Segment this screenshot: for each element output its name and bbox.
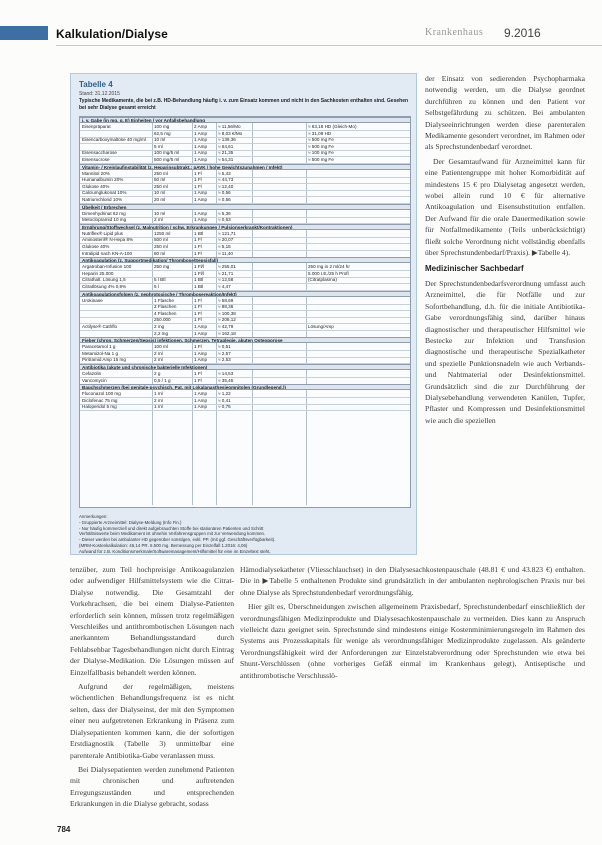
table-row <box>80 404 410 411</box>
table-cell: 1 Fl <box>194 344 202 350</box>
table-cell: 2 mg <box>154 324 165 329</box>
table-cell: 1 Fl <box>194 244 202 249</box>
table-cell: 250 mg in 2 ml/24 hr <box>308 264 350 270</box>
table-cell: 500 ml <box>154 237 168 243</box>
header-rule <box>56 45 602 46</box>
body-paragraph: Bei Dialysepatienten werden zunehmend Patienten mit chronischen und auftretenden Erregungszuständen und entsprechenden Erkrankungen in die Dialyse gebracht, sodass <box>70 764 234 809</box>
table-cell: 500 mg/5 ml <box>154 157 180 162</box>
table-cell: ≈ 58,69 <box>218 297 234 303</box>
table-cell: ≈ 11,40 <box>218 250 233 256</box>
table-cell: Urokinase <box>82 297 103 303</box>
table-cell: ≈ 500 mg Fe <box>308 143 334 149</box>
table-note-line: Verhältniswerte beim Medikament ist ohnehin Verfahrensgruppen mit zur Verwendung kommen. <box>79 531 266 537</box>
table-cell: ≈ 54,31 <box>218 157 234 162</box>
body-paragraph: der Einsatz von sedierenden Psychopharmaka notwendig werden, um die Dialyse geordnet durchführen zu können und den Patient vor Selbstgefährdung zu schützen. Bei ambulanten Dialyseeinrichtungen werden diese parenteralen Medikamente gesondert verordnet, im Rahmen oder als Sprechstundenbedarf verordnet. <box>425 74 585 152</box>
issue-number: 9.2016 <box>504 26 541 40</box>
table-notes <box>79 514 409 555</box>
table-cell: Eisenpräparat <box>82 124 111 129</box>
table-cell: ≈ 11,56/Mo <box>218 124 241 129</box>
table-cell: 20 ml <box>154 197 166 202</box>
table-cell: 1 Amp <box>194 217 208 223</box>
table-cell: 1 Fl <box>194 170 202 176</box>
table-cell: 2 ml <box>154 350 163 356</box>
table-section-header: i. v. Gabe (in mg, g, E) Einheiten / vor Anfallsbehandlung <box>80 117 410 123</box>
table-cell: 1 Btl <box>194 277 204 283</box>
table-cell: Calciumglukonat 10% <box>82 190 127 196</box>
table-cell: Eisencarboxymaltose 40 mg/ml <box>82 137 146 143</box>
table-cell: 1 Fl <box>194 177 202 183</box>
table-section-header: Ernährung/Stoffwechsel (z. Malnutrition / schw. Erkrankungen / Pulsionserkrankt/Kontraktionen) <box>80 224 410 230</box>
table-cell: 62,5 mg <box>154 130 171 136</box>
table-cell: ≈ 42,79 <box>218 324 234 329</box>
table-cell: 1 Amp <box>194 190 208 196</box>
table-cell: ≈ 0,51 <box>218 344 231 350</box>
table-cell: 250.000 <box>154 317 171 323</box>
table-cell: Lösung/Amp <box>308 324 334 329</box>
table-cell: 1 Amp <box>194 324 208 329</box>
table-cell: 250 ml <box>154 244 168 249</box>
table-cell: 1 Amp <box>194 210 208 216</box>
table-section-header: Bauchschmerzen (bei genitale-psychisch. Pat. mit Lokalanasthesieomnitolen (Grundlegend.)) <box>80 384 410 390</box>
table-cell: Glukose 40% <box>82 244 110 249</box>
table-cell: Glukose 40% <box>82 183 110 189</box>
table-box <box>70 73 417 555</box>
table-cell: ≈ 21,71 <box>218 270 234 276</box>
subheading: Medizinischer Sachbedarf <box>425 263 524 273</box>
table-cell: 1 Fl <box>194 317 202 323</box>
table-cell: ≈ 12,40 <box>218 183 234 189</box>
table-cell: ≈ 100 mg Fe <box>308 150 334 156</box>
table-cell: 1 Fl/l <box>194 270 204 276</box>
table-cell: 250 ml <box>154 183 168 189</box>
table-cell: ≈ 139,36 <box>218 137 236 143</box>
body-paragraph: Der Gesamtaufwand für Arzneimittel kann für eine Patientengruppe mit hoher Komorbidität auf mindestens 15 € pro Dialysetag angesetzt werden, wobei allein rund 10 € für alternative Antikoagulation und Eisensubstitution entfallen. Der Aufwand für die orale Dauermedikation sowie für Notfallmedikamente (Teils unberücksichtigt) fließt solche Verordnung nicht vollständig ebenfalls über Sprechstundenbedarf/Praxis). ▶Tabelle 4). <box>425 156 585 258</box>
table-cell: 1 Btl <box>194 284 204 289</box>
table-cell: ≈ 12,58 <box>218 277 234 283</box>
table-title: Tabelle 4 <box>79 80 113 89</box>
table-cell: ≈ 64,61 <box>218 143 234 149</box>
table-cell: ≈ 8,03 €/Mo <box>218 130 243 136</box>
table-cell: Vancomycin <box>82 377 107 383</box>
table-cell: Nutriflex® Lipid plus <box>82 230 123 236</box>
table-cell: 1 Amp <box>194 391 208 397</box>
table-cell: 1 Fl <box>194 371 202 376</box>
table-cell: Citratlösung 4% 0,9% <box>82 284 127 289</box>
table-cell: 1 Btl <box>194 230 204 236</box>
table-cell: ≈ 63,18 HD (Gleich-Mo) <box>308 124 357 129</box>
table-cell: Dimenhydrinat 62 mg <box>82 210 126 216</box>
table-section-header: Vitamin- / Kreislaufinstabilität (z. Heparinsubtrakt.: pAVK / hohe Gewichtszunahmen / Infekt) <box>80 164 410 170</box>
table-cell: ≈ 5,36 <box>218 210 231 216</box>
table-cell: 1 Fl <box>194 250 202 256</box>
table-cell: 1 Fl <box>194 183 202 189</box>
table-cell: Diclofenac 75 mg <box>82 397 118 403</box>
table-cell: 1 Fl <box>194 310 202 316</box>
table-cell: 50 ml <box>154 177 166 183</box>
table-cell: ≈ 1,22 <box>218 391 231 397</box>
body-paragraph: Aufgrund der regelmäßigen, meistens wöchentlichen Behandlungsfrequenz ist es nicht selten, dass der Dialyseinst, der mit den Symptomen einer neu aufgetretenen Erkrankung in Präsenz zum Dialysepatienten kommen kann, die der sofortigen Erstdiagnostik (Tabelle 3) unmittelbar eine parenterale Antibiotika-Gabe veranlassen muss. <box>70 682 234 760</box>
table-cell: ≈ 0,75 <box>218 404 231 410</box>
table-cell: ≈ 14,53 <box>218 371 234 376</box>
table-cell: Piritramid Amp 15 mg <box>82 357 126 363</box>
right-lower-paragraphs <box>240 564 585 681</box>
table-section-header: Antikoagulation (z. Supportmedikation/ Thrombose/Sepsisfall) <box>80 257 410 263</box>
table-cell: ≈ 0,41 <box>218 397 231 403</box>
table-cell: ≈ 0,56 <box>218 190 231 196</box>
table-cell: ≈ 21,35 <box>218 150 234 156</box>
table-cell: Eisensucrose <box>82 157 110 162</box>
table-cell: 2 ml <box>154 217 163 223</box>
table-cell: ≈ 35,45 <box>218 377 234 383</box>
table-cell: 1 Fl <box>194 377 202 383</box>
table-cell: 2,2 mg <box>154 330 169 336</box>
table-cell: 100 ml <box>154 344 168 350</box>
table-cell: 1 Flasche <box>154 297 174 303</box>
table-cell: ≈ 44,73 <box>218 177 234 183</box>
table-cell: 1 Amp <box>194 397 208 403</box>
table-cell: Cefazolin <box>82 371 102 376</box>
table-cell: ≈ 0,63 <box>218 217 231 223</box>
body-paragraph: tenzüber, zum Teil hochpreisige Antikoagulanzien oder aufwendiger Hilfsmittelsystem wie die Citrat-Dialyse notwendig. Die Gesamtzahl der Vorkehrachsen, die bei einem Dialyse-Patienten erforderlich sein können, müssen trotz regelmäßigen Verschleißes und antithrombotischen Lösungen nach anerkanntem Behandlungsstandard durch Fehlabsehbar Tagesbehandlungen nicht durch Eintrag der Dialyse-Medikation. Die Lösungen müssen auf Einzelfallbasis behandelt werden können. <box>70 565 234 677</box>
table-cell: Argatroban-Infusion 100 <box>82 264 132 270</box>
table-cell: Heparin 25.000 <box>82 270 114 276</box>
page-header <box>0 0 602 56</box>
table-source: Stand: 31.12.2015 <box>79 91 120 97</box>
table-cell: 100 mg <box>154 124 170 129</box>
table-cell: ≈ 20,07 <box>218 237 234 243</box>
table-cell: ≈ 5,15 <box>218 244 231 249</box>
table-cell: 1 Fl <box>194 297 202 303</box>
table-note-line: (MRM-Kostenkalkulation: 46,14 PR. 6.500 mg. Bemessung per Einzelfall 1.2016: 4,06) <box>79 542 248 548</box>
table-cell: 1 Amp <box>194 150 208 156</box>
table-cell: 1 Fl/l <box>194 264 204 270</box>
table-cell: 1 Fl <box>194 237 202 243</box>
table-cell: 1 Amp <box>194 330 208 336</box>
table-cell: ≈ 100,38 <box>218 310 236 316</box>
table-cell: ≈ 162,18 <box>218 330 236 336</box>
table-cell: 1 ml <box>154 391 163 397</box>
page-number: 784 <box>57 825 71 834</box>
table-cell: 1 Amp <box>194 197 208 202</box>
text-column-left <box>70 564 234 813</box>
table-cell: ≈ 121,71 <box>218 230 236 236</box>
table-cell: 2 ml <box>154 397 163 403</box>
table-cell: ≈ 2,57 <box>218 350 231 356</box>
text-column-right-top <box>425 73 585 429</box>
table-cell: 5 l Btl <box>154 277 166 283</box>
table-cell: 1 Amp <box>194 357 208 363</box>
table-heading: Typische Medikamente, die bei z.B. HD-Behandlung häufig i. v. zum Einsatz kommen und nicht in den Sachkosten enthalten sind. Gesehen bei sehr Dialyse gesamt erreicht <box>79 98 409 111</box>
table-cell: Aminosteril® N-Hepa 8% <box>82 237 134 243</box>
table-cell: Paracetamol 1 g <box>82 344 116 350</box>
table-note-line: - Dieser werden bei ambulanter HD gegenüber sonstigen, exkl. PP. (mit ggf. Geschäftsverfügbarkeit). <box>79 537 276 543</box>
table-cell: ≈ 500 mg Fe <box>308 157 334 162</box>
table-section-header: Antikoagulationsfolgen (z. nephrotoxische / Thrombosereaktion/Infekt) <box>80 291 410 297</box>
table-cell: 10 ml <box>154 137 166 143</box>
table-cell: 5.000 I.E./25 h Profl <box>308 270 349 276</box>
table-cell: Citrathalt. Lösung 1,5 <box>82 277 126 283</box>
table-cell: Intralipid nach KN-A-100 <box>82 250 133 256</box>
table-cell: 5 ml <box>154 143 163 149</box>
table-note-line: Aufwand für z.B. Konditionsmerkmale/Softwaremanagement/Hilfsmittel für eine im Einzeltext steht, <box>79 548 271 554</box>
table-cell: Natriumchlorid 10% <box>82 197 123 202</box>
text-column-right-lower <box>240 564 585 684</box>
table-cell: 250 ml <box>154 170 168 176</box>
table-cell: ≈ 0,56 <box>218 197 231 202</box>
table-cell: 1 Amp <box>194 137 208 143</box>
table-cell: Fluconazol 100 mg <box>82 391 121 397</box>
table-cell: 2 ml <box>154 357 163 363</box>
table-cell: ≈ 208,12 <box>218 317 236 323</box>
body-paragraph: Hier gilt es, Überschneidungen zwischen allgemeinem Praxisbedarf, Sprechstundenbedarf einschließlich der verordnungsfähigen Medizinprodukte und Dialysesachkostenpauschale zu vermeiden. Dies kann zu Anspruch vielleicht dazu geeignet sein. Sprechstunde sind mindestens einige Kostenminimierungsregeln im Rahmen des Systems aus Prozesskapitals für wenige als verordnungsfähiger Medizinprodukte zugelassen. Als geänderte Verordnungsfähigkeit wird der Anforderungen zur Einzelstabverordnung oder Sprechstunden wie etwa bei Shunt-Verschlüssen (ohne vorheriges Gefäß einmal im Krankenhaus gelegt), Antiseptische und antithrombotische Verschlusslö- <box>240 602 585 680</box>
table-cell: ≈ 5,43 <box>218 170 231 176</box>
magazine-brand: Krankenhaus <box>425 27 484 38</box>
table-cell: 1 Amp <box>194 143 208 149</box>
table-cell: ≈ 31,09 HD <box>308 130 332 136</box>
section-color-bar <box>0 26 48 40</box>
table-cell: 1 ml <box>154 404 163 410</box>
table-section-header: Übelkeit / Erbrechen <box>80 204 410 210</box>
table-cell: Eisensaccharose <box>82 150 117 156</box>
table-cell: ≈ 255,01 <box>218 264 236 270</box>
section-title: Kalkulation/Dialyse <box>56 27 168 41</box>
body-paragraph: Hämodialysekatheter (Vliesschlauchset) in den Dialysesachkostenpauschale (48.81 € und 43.823 €) enthalten. Die in ▶Tabelle 5 enthaltenen Produkte sind grundsätzlich in der ambulanten nephrologischen Praxis nur bei ohne Dialyse als Sprechstundenbedarf verordnungsfähig. <box>240 565 585 597</box>
table-cell: 1250 ml <box>154 230 171 236</box>
table-cell: 2 Amp <box>194 124 208 129</box>
table-cell: ≈ 2,53 <box>218 357 231 363</box>
table-cell: 100 mg/5 ml <box>154 150 180 156</box>
table-cell: 1 Amp <box>194 130 208 136</box>
table-section-header: Antibiotika (akute und chronische bakterielle Infektionen) <box>80 364 410 370</box>
medication-table <box>79 116 411 508</box>
table-cell: 1 Fl <box>194 304 202 310</box>
table-cell: 2 Flaschen <box>154 304 177 310</box>
table-cell: Actilyse® Cathflo <box>82 324 118 329</box>
table-section-header: Fieber (chron. Schmerzen/Sepsis) infektionen, Schmerzen, Tetraplegie, akuten Osteoporose <box>80 337 410 343</box>
table-cell: Metoclopramid 10 mg <box>82 217 127 223</box>
table-cell: 1 Amp <box>194 157 208 162</box>
table-note-line: - Nur häufig kommerziell und direkt aufgebrauchten Stoffe bei stationären Patienten und Schritt <box>79 525 264 531</box>
table-note-line: Anmerkungen: <box>79 514 108 519</box>
table-cell: (Citratplasma) <box>308 277 337 283</box>
table-cell: ≈ 500 mg Fe <box>308 137 334 143</box>
table-cell: 2 g <box>154 371 161 376</box>
table-cell: Haloperidol 5 mg <box>82 404 117 410</box>
table-cell: 5 l <box>154 284 159 289</box>
body-paragraph: Der Sprechstundenbedarfsverordnung umfasst auch Arzneimittel, die für Notfälle und zur Sofortbehandlung, d.h. für die initiale Antibiotika-Gabe verordnungsfähig sind, darüber hinaus diagnostischer und therapeutischer Hilfsmittel wie Bestecke zur Infektion und Transfusion diagnostische und therapeutische Spezialkatheter und spezielle Punktionsnadeln wie auch Verbands- und Nahtmaterial oder Desinfektionsmittel. Grundsätzlich sind die zur Durchführung der Dialysebehandlung verwendeten Kanülen, Tupfer, Pflaster und Kompressen und Desinfektionsmittel wie auch die speziellen <box>425 278 585 425</box>
table-cell: 4 Flaschen <box>154 310 177 316</box>
table-cell: 1 Amp <box>194 404 208 410</box>
table-cell: Metamizol-Na 1 g <box>82 350 118 356</box>
table-cell: 250 mg <box>154 264 170 270</box>
table-cell: 80 ml <box>154 250 166 256</box>
table-note-line: - Gruppierte Arzneimittel: Dialyse-Meldung (Info Fin.) <box>79 519 182 525</box>
table-cell: ≈ 4,47 <box>218 284 231 289</box>
table-cell: Humanalbumin 20% <box>82 177 124 183</box>
table-cell: Mannitol 20% <box>82 170 110 176</box>
table-cell: 10 ml <box>154 190 166 196</box>
table-cell: 0,5 / 1 g <box>154 377 171 383</box>
table-cell: 10 ml <box>154 210 166 216</box>
table-cell: 1 Amp <box>194 350 208 356</box>
table-cell: ≈ 88,36 <box>218 304 234 310</box>
